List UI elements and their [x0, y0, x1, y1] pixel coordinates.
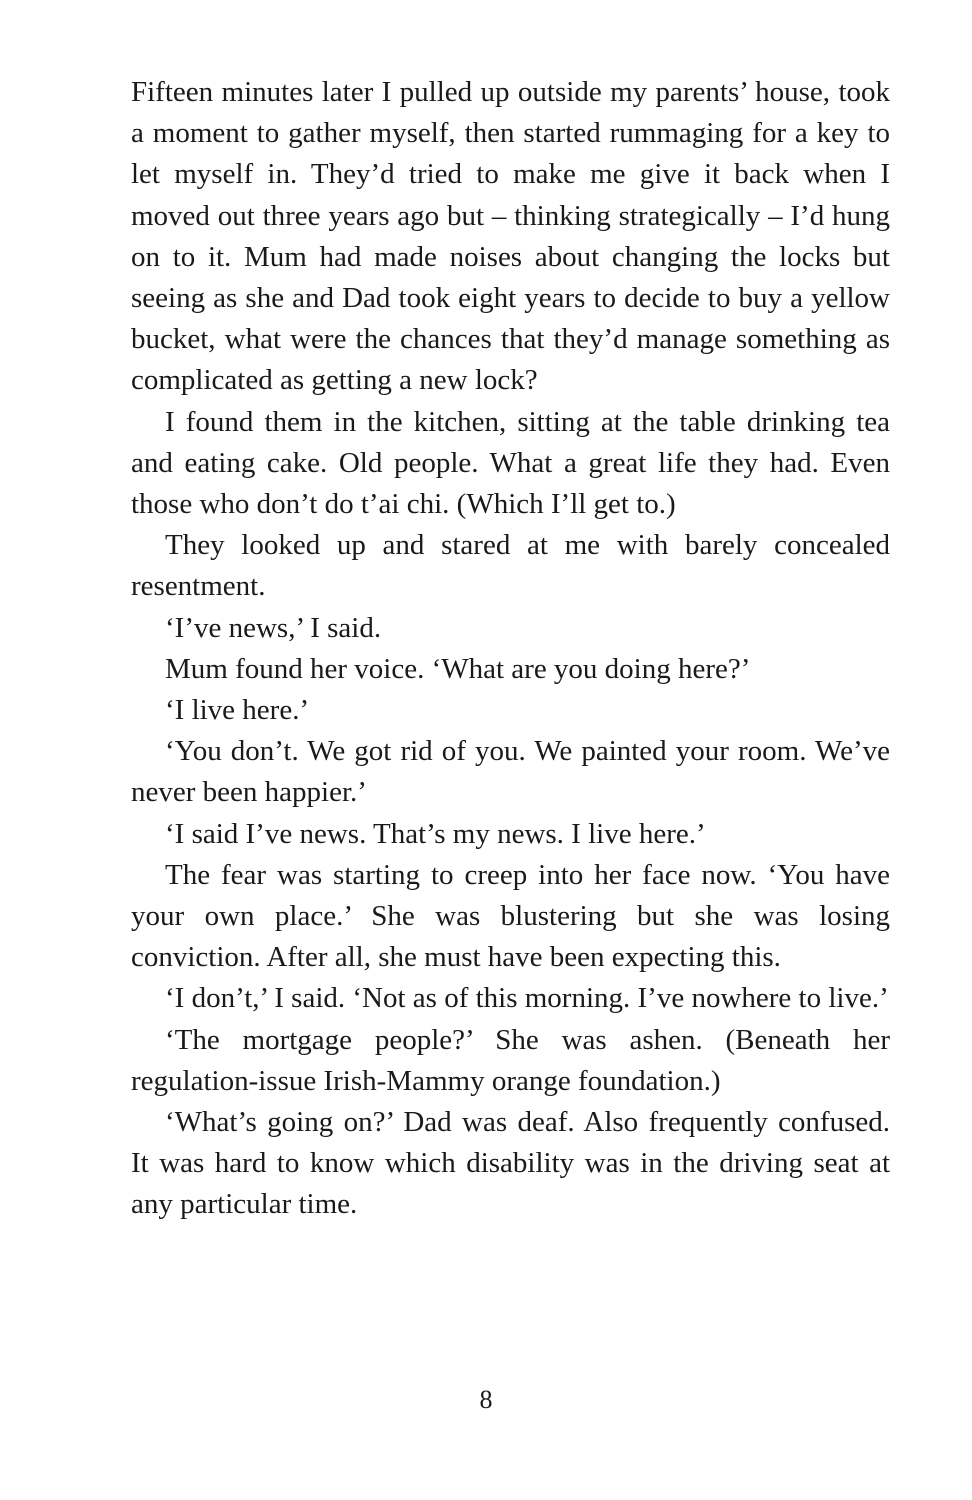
- page-number: 8: [479, 1385, 493, 1414]
- paragraph-9: The fear was starting to creep into her face now. ‘You have your own place.’ She was blustering but she was losing conviction. After all, she must have been expecting this.: [131, 858, 890, 974]
- paragraph-11: ‘The mortgage people?’ She was ashen. (Beneath her regulation-issue Irish-Mammy orange foundation.): [131, 1023, 890, 1097]
- paragraph-12: ‘What’s going on?’ Dad was deaf. Also frequently confused. It was hard to know which disability was in the driving seat at any particular time.: [131, 1106, 890, 1221]
- paragraph-6: ‘I live here.’: [165, 694, 310, 727]
- paragraph-7: ‘You don’t. We got rid of you. We painted your room. We’ve never been happier.’: [131, 735, 890, 809]
- paragraph-1: Fifteen minutes later I pulled up outside my parents’ house, took a moment to gather myself, then started rummaging for a key to let myself in. They’d tried to make me give it back when I moved out three years ago but – thinking strategically – I’d hung on to it. Mum had made noises about changing the locks but seeing as she and Dad took eight years to decide to buy a yellow bucket, what were the chances that they’d manage something as complicated as getting a new lock?: [131, 76, 890, 397]
- paragraph-4: ‘I’ve news,’ I said.: [165, 611, 382, 644]
- body-text: [131, 72, 890, 1226]
- paragraph-10: ‘I don’t,’ I said. ‘Not as of this morning. I’ve nowhere to live.’: [165, 982, 889, 1015]
- paragraph-8: ‘I said I’ve news. That’s my news. I live here.’: [165, 817, 706, 850]
- paragraph-5: Mum found her voice. ‘What are you doing here?’: [165, 652, 751, 685]
- paragraph-2: I found them in the kitchen, sitting at the table drinking tea and eating cake. Old people. What a great life they had. Even those who don’t do t’ai chi. (Which I’ll get to.): [131, 405, 890, 521]
- paragraph-3: They looked up and stared at me with barely concealed resentment.: [131, 529, 890, 603]
